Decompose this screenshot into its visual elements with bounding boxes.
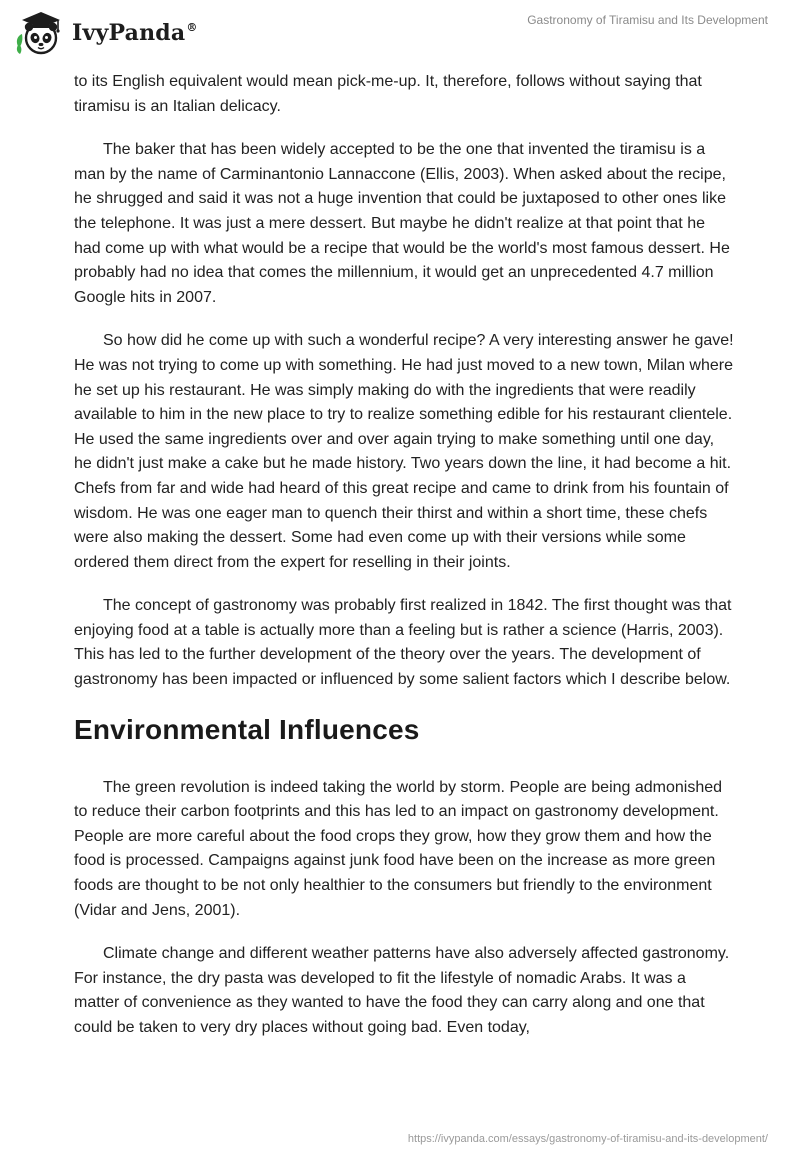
- document-title: Gastronomy of Tiramisu and Its Development: [527, 13, 768, 27]
- paragraph-3: So how did he come up with such a wonderful recipe? A very interesting answer he gave! He was not trying to come up with something. He had just moved to a new town, Milan where he set up his restaurant. He was simply making do with the ingredients that were readily available to him in the new place to try to realize something edible for his restaurant clientele. He used the same ingredients over and over again trying to make something until one day, he didn't just make a cake but he made history. Two years down the line, it had become a hit. Chefs from far and wide had heard of this great recipe and came to drink from his fountain of wisdom. He was one eager man to quench their thirst and within a short time, these chefs were also making the dessert. Some had even come up with their versions while some ordered them direct from the expert for reselling in their joints.: [74, 332, 734, 571]
- brand-name: [72, 20, 198, 46]
- brand-text: IvyPanda: [72, 20, 186, 46]
- paragraph-2: The baker that has been widely accepted to be the one that invented the tiramisu is a man by the name of Carminantonio Lannaccone (Ellis, 2003). When asked about the recipe, he shrugged and said it was not a huge invention that could be juxtaposed to other ones like the telephone. It was just a mere dessert. But maybe he didn't realize at that point that he had come up with what would be a recipe that would be the world's most famous dessert. He probably had no idea that comes the millennium, it would get an unprecedented 4.7 million Google hits in 2007.: [74, 141, 730, 306]
- section-heading: Environmental Influences: [74, 713, 420, 745]
- paragraph-6: Climate change and different weather patterns have also adversely affected gastronomy. For instance, the dry pasta was developed to fit the lifestyle of nomadic Arabs. It was a matter of convenience as they wanted to have the food they can carry along and one that could be taken to very dry places without going bad. Even today,: [74, 945, 730, 1036]
- page-header: [0, 0, 800, 72]
- paragraph-4: The concept of gastronomy was probably first realized in 1842. The first thought was that enjoying food at a table is actually more than a feeling but is rather a science (Harris, 2003). This has led to the further development of the theory over the years. The development of gastronomy has been impacted or influenced by some salient factors which I describe below.: [74, 597, 732, 689]
- paragraph-1: to its English equivalent would mean pick-me-up. It, therefore, follows without saying that tiramisu is an Italian delicacy.: [74, 73, 702, 115]
- paragraph-5: The green revolution is indeed taking the world by storm. People are being admonished to reduce their carbon footprints and this has led to an impact on gastronomy development. People are more careful about the food crops they grow, how they grow them and how the food is processed. Campaigns against junk food have been on the increase as more green foods are thought to be not only healthier to the consumers but friendly to the environment (Vidar and Jens, 2001).: [74, 778, 723, 919]
- ivypanda-logo[interactable]: [14, 8, 198, 58]
- panda-graduation-cap-icon: [14, 8, 66, 58]
- source-url[interactable]: https://ivypanda.com/essays/gastronomy-of-tiramisu-and-its-development/: [407, 1133, 768, 1145]
- essay-body: [74, 70, 734, 1060]
- brand-registered-mark: ®: [186, 21, 198, 34]
